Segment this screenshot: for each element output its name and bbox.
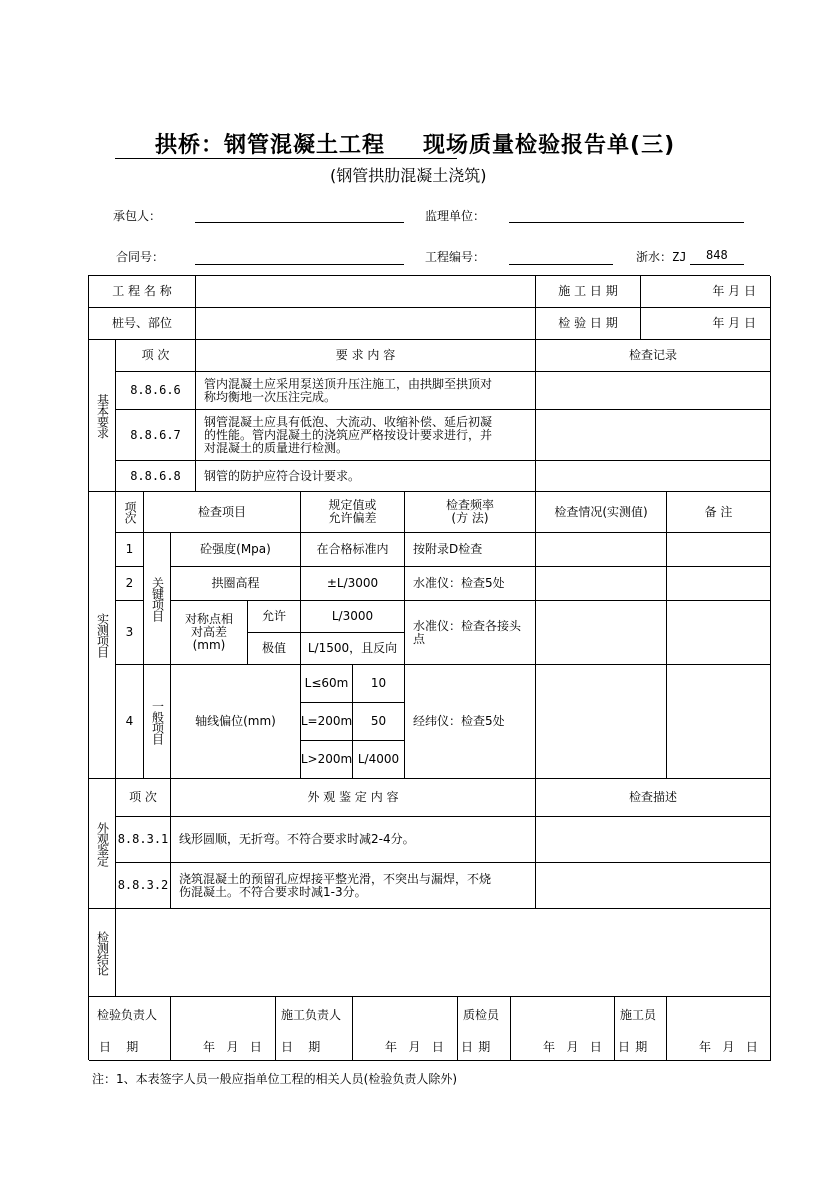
appearance-col-desc: 检查描述 <box>536 779 771 817</box>
basic-row-record[interactable] <box>536 461 771 492</box>
measure-sub-label: 极值 <box>248 633 301 665</box>
inspection-date-field[interactable]: 年 月 日 <box>641 308 771 340</box>
measure-col-item: 检查项目 <box>144 492 301 533</box>
measure-row-no: 4 <box>116 665 144 779</box>
basic-row-no: 8.8.6.7 <box>116 410 196 461</box>
pile-part-field[interactable] <box>196 308 536 340</box>
report-title <box>155 128 675 159</box>
construction-lead-label: 施工负责人 <box>281 1008 342 1022</box>
inspection-table <box>88 275 770 1060</box>
measure-row-freq: 按附录D检查 <box>405 533 536 567</box>
measure-row-no: 2 <box>116 567 144 601</box>
measure-row-item: 拱圈高程 <box>171 567 301 601</box>
measure-condition: L≤60m <box>301 665 353 703</box>
date-label: 日 期 <box>99 1040 139 1054</box>
measure-condition-value: 10 <box>353 665 405 703</box>
measure-col-note: 备 注 <box>667 492 771 533</box>
basic-row-record[interactable] <box>536 372 771 410</box>
conclusion-label: 检测结论 <box>89 909 116 997</box>
contractor-field[interactable] <box>195 222 404 223</box>
title-underline <box>115 158 457 159</box>
supervisor-label: 监理单位： <box>425 209 486 223</box>
measure-row-freq: 经纬仪：检查5处 <box>405 665 536 779</box>
measure-row-spec: ±L/3000 <box>301 567 405 601</box>
date-ymd: 年 月 日 <box>699 1040 758 1054</box>
appearance-section-label: 外观鉴定 <box>89 779 116 909</box>
basic-col-item: 项 次 <box>116 340 196 372</box>
measure-row-no: 3 <box>116 601 144 665</box>
measure-row-item: 对称点相对高差(mm) <box>171 601 248 665</box>
contract-no-field[interactable] <box>195 264 404 265</box>
measure-col-result: 检查情况(实测值) <box>536 492 667 533</box>
measure-row-no: 1 <box>116 533 144 567</box>
measure-row-result[interactable] <box>536 567 667 601</box>
form-no-label: 浙水：ZJ <box>636 250 687 264</box>
appearance-row-desc[interactable] <box>536 817 771 863</box>
worker-label: 施工员 <box>620 1008 657 1022</box>
appearance-row-text: 浇筑混凝土的预留孔应焊接平整光滑，不突出与漏焊，不烧伤混凝土。不符合要求时减1-3分。 <box>171 863 536 909</box>
measure-row-item: 轴线偏位(mm) <box>171 665 301 779</box>
basic-col-record: 检查记录 <box>536 340 771 372</box>
basic-row-no: 8.8.6.6 <box>116 372 196 410</box>
appearance-row-text: 线形圆顺，无折弯。不符合要求时减2-4分。 <box>171 817 536 863</box>
basic-row-text: 钢管混凝土应具有低泡、大流动、收缩补偿、延后初凝的性能。管内混凝土的浇筑应严格按设计要求进行，并对混凝土的质量进行检测。 <box>196 410 536 461</box>
form-no-underline <box>690 264 744 265</box>
basic-row-text: 管内混凝土应采用泵送顶升压注施工，由拱脚至拱顶对称均衡地一次压注完成。 <box>196 372 536 410</box>
date-ymd: 年 月 日 <box>385 1040 444 1054</box>
key-items-label: 关键项目 <box>144 533 171 665</box>
measure-row-freq: 水准仪：检查5处 <box>405 567 536 601</box>
measure-row-item: 砼强度(Mpa) <box>171 533 301 567</box>
inspection-date-label: 检 验 日 期 <box>536 308 641 340</box>
measure-row-spec: L/3000 <box>301 601 405 633</box>
basic-row-text: 钢管的防护应符合设计要求。 <box>196 461 536 492</box>
general-items-label: 一般项目 <box>144 665 171 779</box>
contract-no-label: 合同号： <box>116 250 165 264</box>
project-name-label: 工 程 名 称 <box>89 276 196 308</box>
appearance-col-content: 外 观 鉴 定 内 容 <box>171 779 536 817</box>
inspector-lead-label: 检验负责人 <box>97 1008 158 1022</box>
form-no: 848 <box>706 248 728 262</box>
measure-row-result[interactable] <box>536 665 667 779</box>
measure-col-spec: 规定值或允许偏差 <box>301 492 405 533</box>
project-no-field[interactable] <box>509 264 613 265</box>
title-suffix: 现场质量检验报告单(三) <box>423 133 676 158</box>
construction-date-field[interactable]: 年 月 日 <box>641 276 771 308</box>
measure-row-freq: 水准仪：检查各接头点 <box>405 601 536 665</box>
measure-condition: L=200m <box>301 703 353 741</box>
title-main: 拱桥：钢管混凝土工程 <box>155 133 386 158</box>
appearance-row-desc[interactable] <box>536 863 771 909</box>
appearance-row-no: 8.8.3.2 <box>116 863 171 909</box>
basic-section-label: 基本要求 <box>89 340 116 492</box>
date-label: 日 期 <box>281 1040 321 1054</box>
measure-row-result[interactable] <box>536 533 667 567</box>
measure-row-result[interactable] <box>536 601 667 665</box>
appearance-row-no: 8.8.3.1 <box>116 817 171 863</box>
report-subtitle: (钢管拱肋混凝土浇筑) <box>330 166 487 185</box>
project-name-field[interactable] <box>196 276 536 308</box>
conclusion-field[interactable] <box>116 909 771 997</box>
date-label: 日 期 <box>618 1040 646 1054</box>
appearance-col-no: 项 次 <box>116 779 171 817</box>
basic-row-no: 8.8.6.8 <box>116 461 196 492</box>
measure-section-label: 实测项目 <box>89 492 116 779</box>
measure-col-no: 项次 <box>116 492 144 533</box>
measure-condition: L>200m <box>301 741 353 779</box>
measure-row-note[interactable] <box>667 567 771 601</box>
measure-row-spec: 在合格标准内 <box>301 533 405 567</box>
measure-sub-label: 允许 <box>248 601 301 633</box>
footnote: 注：1、本表签字人员一般应指单位工程的相关人员(检验负责人除外) <box>92 1072 458 1086</box>
date-ymd: 年 月 日 <box>543 1040 602 1054</box>
measure-row-spec: L/1500，且反向 <box>301 633 405 665</box>
measure-row-note[interactable] <box>667 601 771 665</box>
measure-row-note[interactable] <box>667 533 771 567</box>
measure-col-freq: 检查频率(方 法) <box>405 492 536 533</box>
measure-row-note[interactable] <box>667 665 771 779</box>
project-no-label: 工程编号： <box>425 250 486 264</box>
basic-row-record[interactable] <box>536 410 771 461</box>
measure-condition-value: L/4000 <box>353 741 405 779</box>
date-label: 日 期 <box>461 1040 489 1054</box>
basic-col-content: 要 求 内 容 <box>196 340 536 372</box>
contractor-label: 承包人： <box>113 209 162 223</box>
supervisor-field[interactable] <box>509 222 744 223</box>
construction-date-label: 施 工 日 期 <box>536 276 641 308</box>
quality-inspector-label: 质检员 <box>463 1008 500 1022</box>
measure-condition-value: 50 <box>353 703 405 741</box>
date-ymd: 年 月 日 <box>203 1040 262 1054</box>
pile-part-label: 桩号、部位 <box>89 308 196 340</box>
